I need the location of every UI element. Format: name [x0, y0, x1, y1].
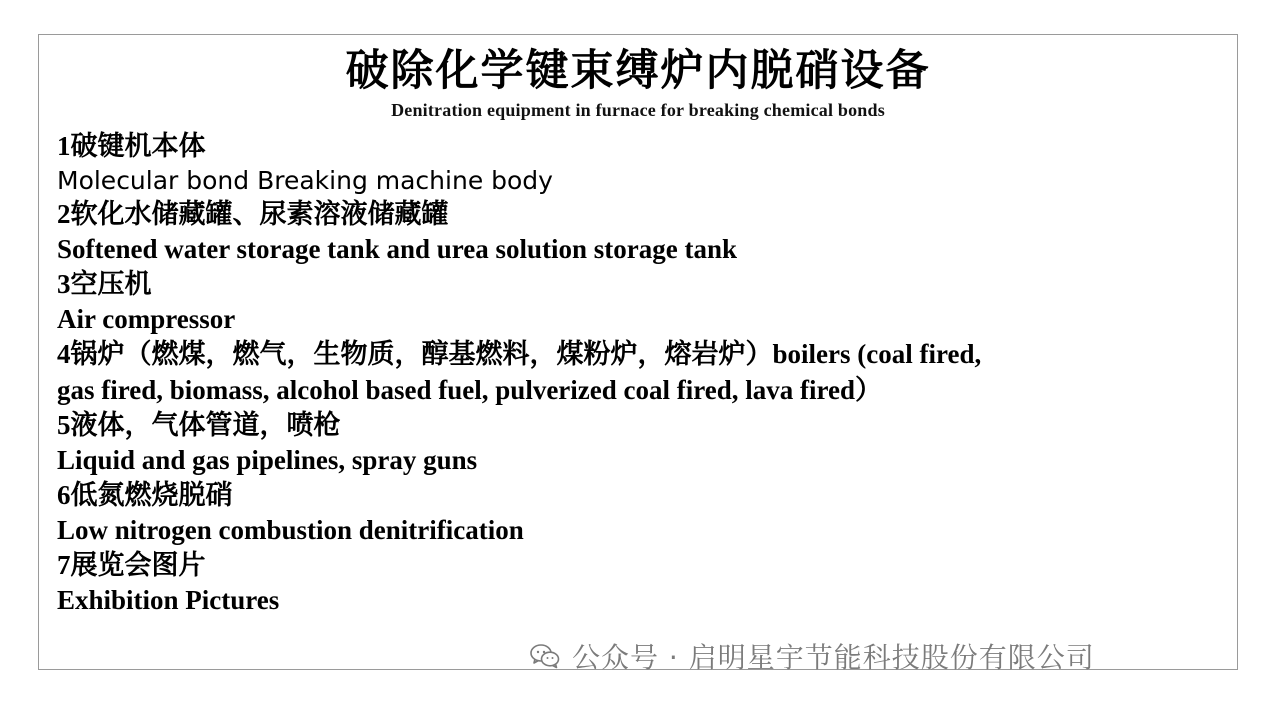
- list-item-cn: 4锅炉（燃煤，燃气，生物质，醇基燃料，煤粉炉，熔岩炉）boilers (coal fired,: [57, 339, 982, 370]
- list-item: [57, 129, 1221, 197]
- wechat-icon: [530, 643, 560, 669]
- equipment-list: [39, 129, 1237, 618]
- content-frame: [38, 34, 1238, 670]
- page-title-en: Denitration equipment in furnace for breaking chemical bonds: [391, 100, 885, 121]
- list-item-cn: 3空压机: [57, 269, 152, 300]
- list-item-cn: 7展览会图片: [57, 549, 206, 580]
- list-item: [57, 478, 1221, 548]
- title-block: [39, 35, 1237, 121]
- list-item-en: gas fired, biomass, alcohol based fuel, pulverized coal fired, lava fired）: [57, 374, 882, 405]
- list-item-cn: 5液体，气体管道，喷枪: [57, 409, 341, 440]
- list-item: [57, 408, 1221, 478]
- list-item: [57, 267, 1221, 337]
- list-item-en: Exhibition Pictures: [57, 585, 280, 616]
- list-item: [57, 548, 1221, 618]
- list-item-cn: 2软化水储藏罐、尿素溶液储藏罐: [57, 199, 449, 230]
- list-item: [57, 337, 1221, 407]
- watermark: [530, 636, 1095, 676]
- list-item-cn: 1破键机本体: [57, 131, 206, 162]
- list-item-en: Low nitrogen combustion denitrification: [57, 514, 524, 545]
- page-title-cn: 破除化学键束缚炉内脱硝设备: [345, 48, 931, 95]
- list-item-en: Molecular bond Breaking machine body: [57, 165, 553, 195]
- list-item-en: Air compressor: [57, 304, 236, 335]
- watermark-text: 公众号 · 启明星宇节能科技股份有限公司: [572, 641, 1095, 674]
- list-item-en: Liquid and gas pipelines, spray guns: [57, 444, 478, 475]
- list-item-en: Softened water storage tank and urea solution storage tank: [57, 234, 738, 265]
- list-item-cn: 6低氮燃烧脱硝: [57, 479, 233, 510]
- list-item: [57, 197, 1221, 267]
